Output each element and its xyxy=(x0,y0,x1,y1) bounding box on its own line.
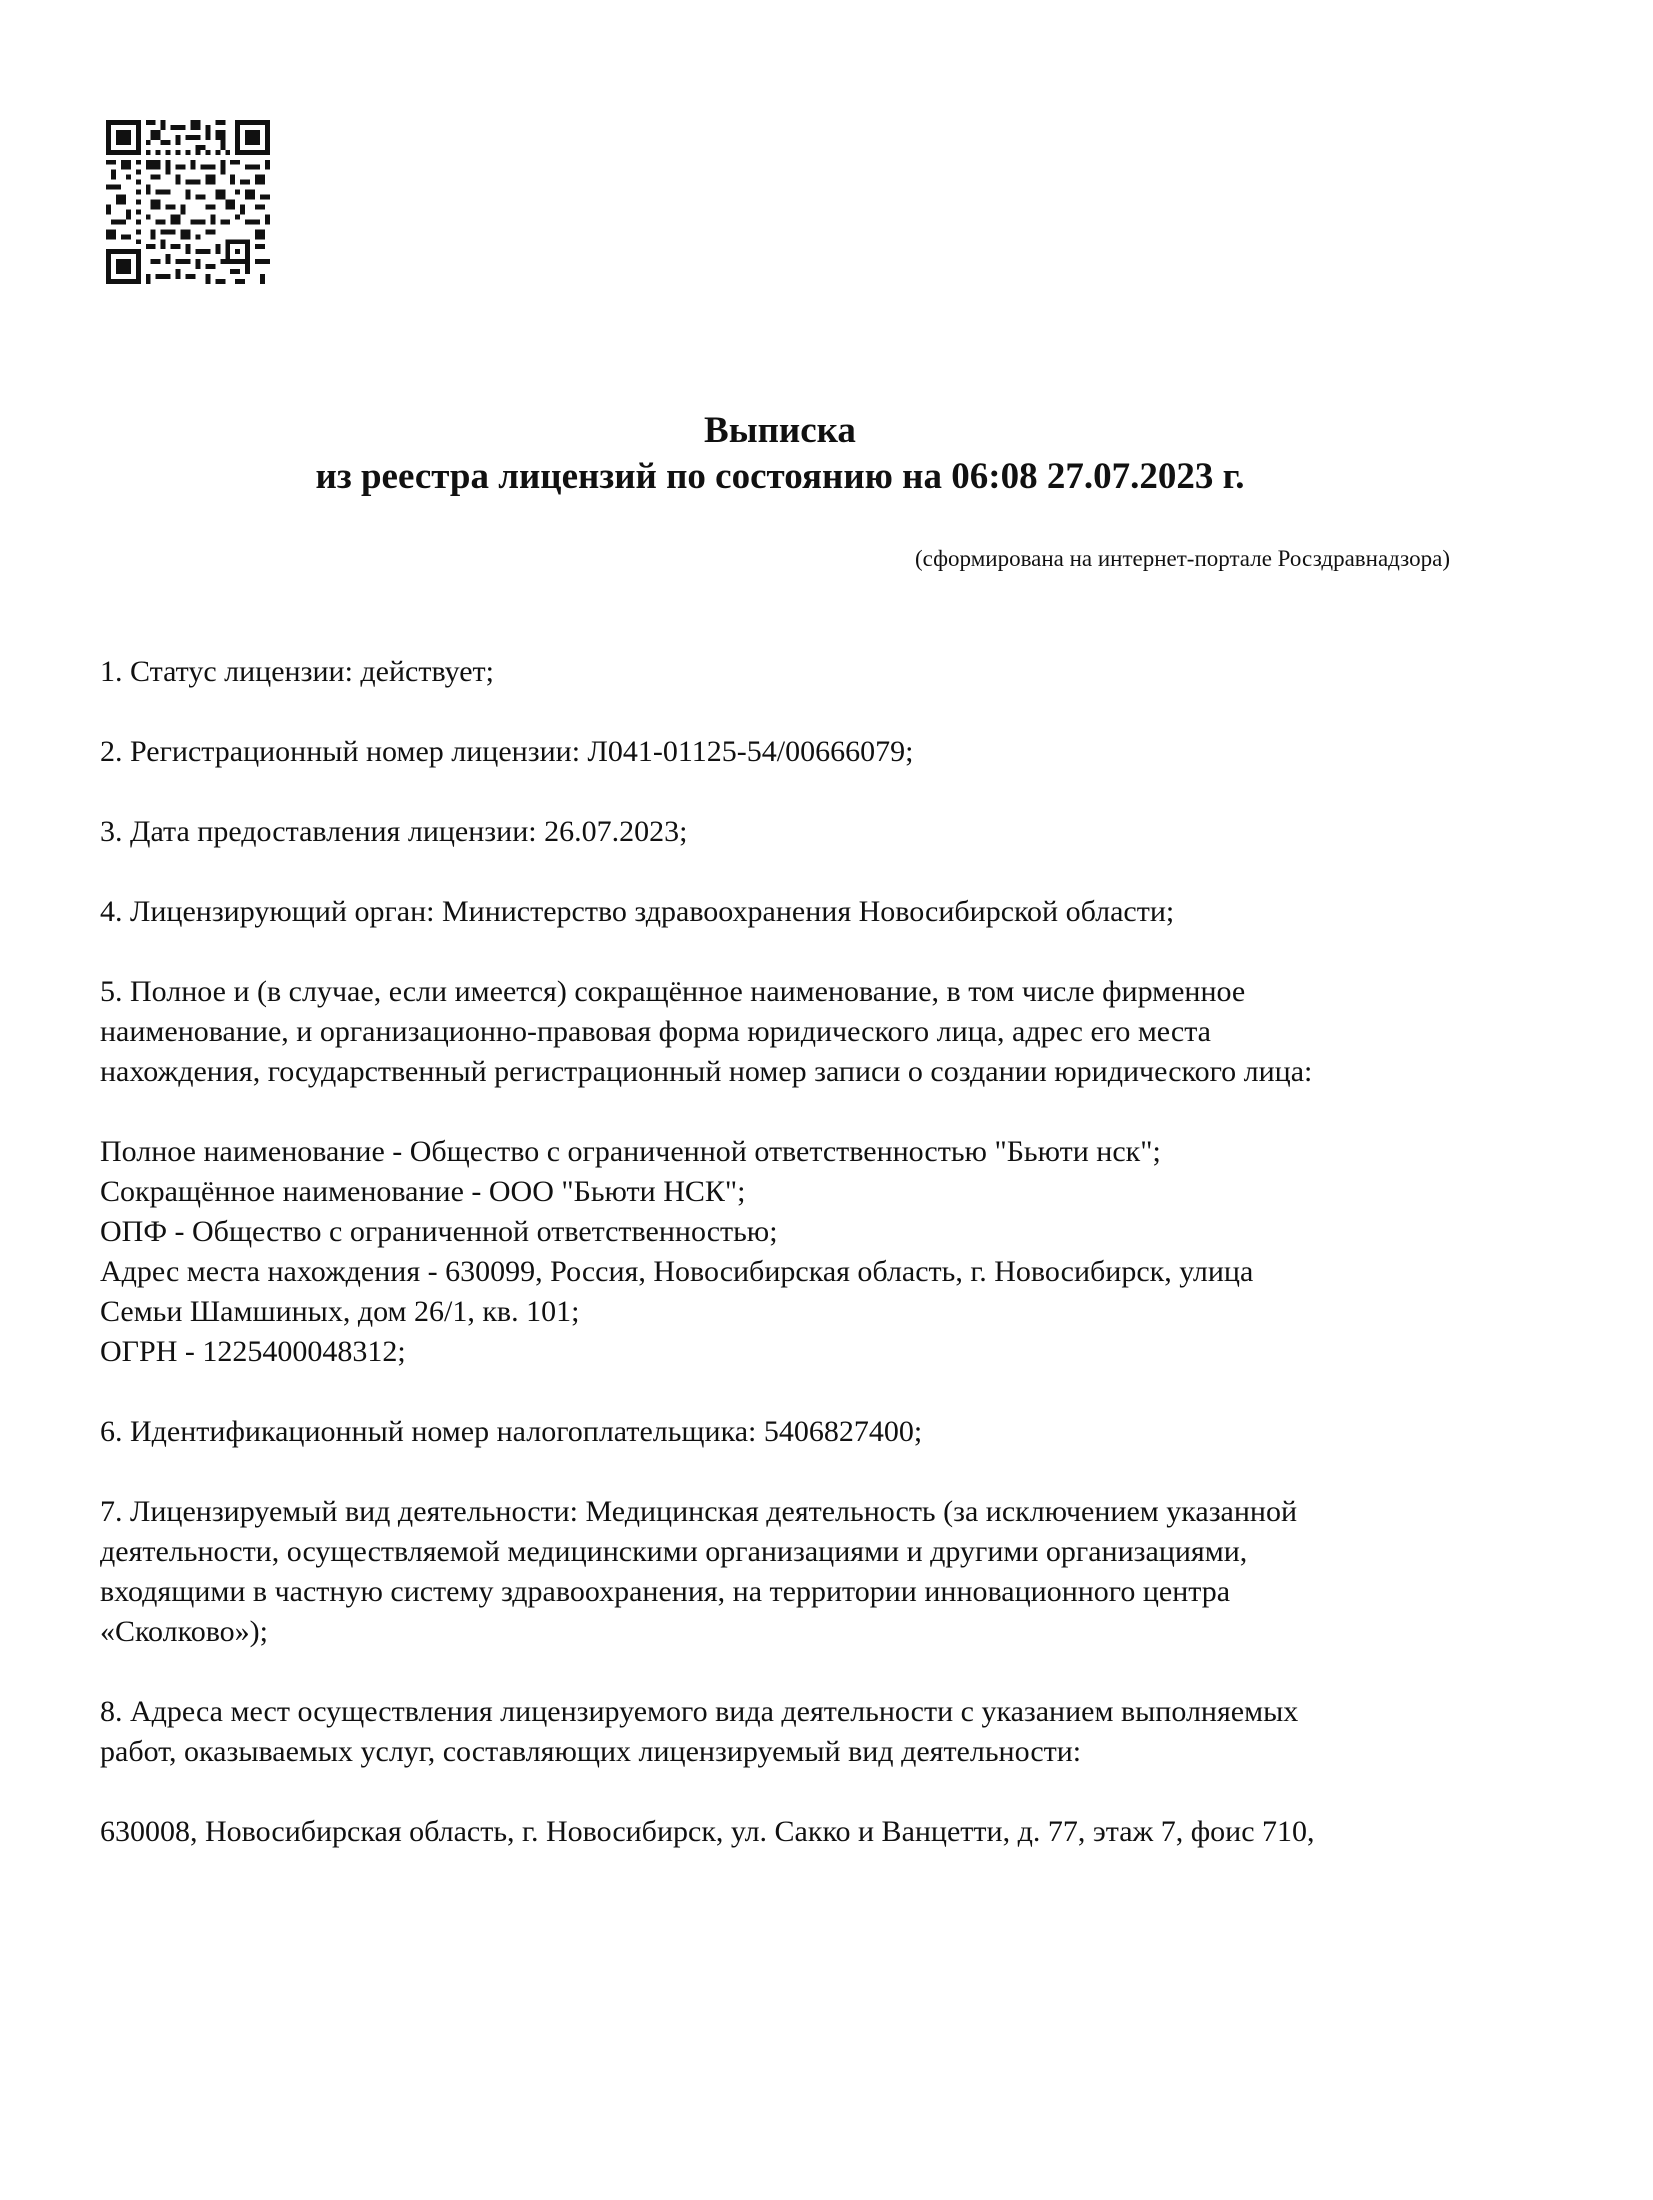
text-line: нахождения, государственный регистрационный номер записи о создании юридического лица: xyxy=(100,1055,1313,1088)
spacer xyxy=(100,1092,1460,1132)
spacer xyxy=(100,1772,1460,1812)
activity-addresses-section xyxy=(100,1692,1460,1772)
document-header xyxy=(0,408,1560,500)
organization-details xyxy=(100,1132,1460,1372)
taxpayer-id: 6. Идентификационный номер налогоплательщика: 5406827400; xyxy=(100,1415,923,1448)
spacer xyxy=(100,692,1460,732)
document-title: Выписка xyxy=(704,410,856,451)
spacer xyxy=(100,1452,1460,1492)
license-status: 1. Статус лицензии: действует; xyxy=(100,655,494,688)
full-name-line: Полное наименование - Общество с ограниченной ответственностью "Бьюти нск"; xyxy=(100,1135,1161,1168)
text-line: деятельности, осуществляемой медицинскими организациями и другими организациями, xyxy=(100,1535,1248,1568)
spacer xyxy=(100,772,1460,812)
address-line: Адрес места нахождения - 630099, Россия, Новосибирская область, г. Новосибирск, улица xyxy=(100,1255,1254,1288)
license-registration-number: 2. Регистрационный номер лицензии: Л041-01125-54/00666079; xyxy=(100,735,914,768)
license-issue-date: 3. Дата предоставления лицензии: 26.07.2023; xyxy=(100,815,688,848)
qr-code-icon xyxy=(106,120,270,284)
text-line: 5. Полное и (в случае, если имеется) сокращённое наименование, в том числе фирменное xyxy=(100,975,1246,1008)
short-name-line: Сокращённое наименование - ООО "Бьюти НСК"; xyxy=(100,1175,746,1208)
address-line-continued: Семьи Шамшиных, дом 26/1, кв. 101; xyxy=(100,1295,580,1328)
text-line: 7. Лицензируемый вид деятельности: Медицинская деятельность (за исключением указанной xyxy=(100,1495,1298,1528)
text-line: наименование, и организационно-правовая форма юридического лица, адрес его места xyxy=(100,1015,1211,1048)
activity-address: 630008, Новосибирская область, г. Новосибирск, ул. Сакко и Ванцетти, д. 77, этаж 7, фоис 710, xyxy=(100,1815,1315,1848)
text-line: входящими в частную систему здравоохранения, на территории инновационного центра xyxy=(100,1575,1231,1608)
source-note: (сформирована на интернет-портале Росздравнадзора) xyxy=(915,546,1450,571)
text-line: «Сколково»); xyxy=(100,1615,268,1648)
document-body xyxy=(100,652,1460,1852)
spacer xyxy=(100,852,1460,892)
licensing-authority: 4. Лицензирующий орган: Министерство здравоохранения Новосибирской области; xyxy=(100,895,1175,928)
spacer xyxy=(100,932,1460,972)
spacer xyxy=(100,1372,1460,1412)
entity-name-section xyxy=(100,972,1460,1092)
text-line: работ, оказываемых услуг, составляющих лицензируемый вид деятельности: xyxy=(100,1735,1082,1768)
licensed-activity-section xyxy=(100,1492,1460,1652)
spacer xyxy=(100,1652,1460,1692)
text-line: 8. Адреса мест осуществления лицензируемого вида деятельности с указанием выполняемых xyxy=(100,1695,1299,1728)
ogrn-line: ОГРН - 1225400048312; xyxy=(100,1335,406,1368)
legal-form-line: ОПФ - Общество с ограниченной ответственностью; xyxy=(100,1215,778,1248)
document-subtitle: из реестра лицензий по состоянию на 06:08 27.07.2023 г. xyxy=(315,456,1245,497)
